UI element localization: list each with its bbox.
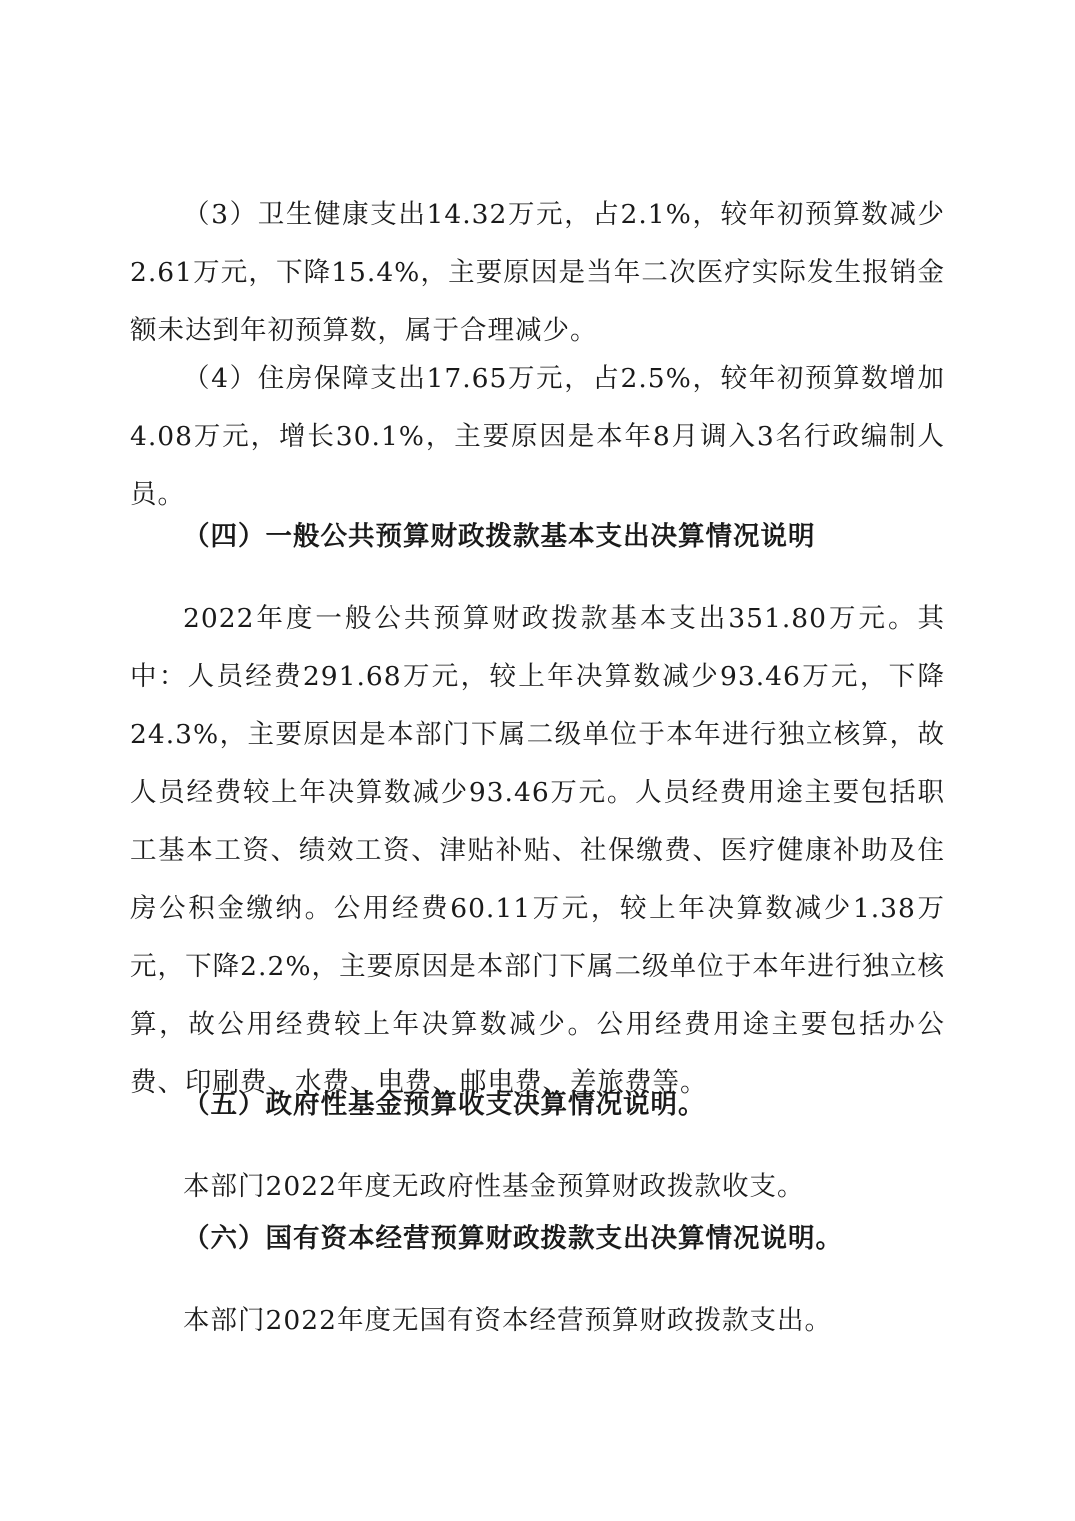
heading-government-fund: （五）政府性基金预算收支决算情况说明。	[183, 1089, 706, 1120]
paragraph-housing-expenditure: （4）住房保障支出17.65万元，占2.5%，较年初预算数增加4.08万元，增长30.1%，主要原因是本年8月调入3名行政编制人员。	[130, 363, 945, 510]
heading-state-capital: （六）国有资本经营预算财政拨款支出决算情况说明。	[183, 1223, 843, 1254]
paragraph-government-fund: 本部门2022年度无政府性基金预算财政拨款收支。	[183, 1171, 805, 1202]
heading-basic-expenditure: （四）一般公共预算财政拨款基本支出决算情况说明	[183, 521, 816, 552]
paragraph-basic-expenditure: 2022年度一般公共预算财政拨款基本支出351.80万元。其中：人员经费291.68万元，较上年决算数减少93.46万元，下降24.3%，主要原因是本部门下属二级单位于本年进行独立核算，故人员经费较上年决算数减少93.46万元。人员经费用途主要包括职工基本工资、绩效工资、津贴补贴、社保缴费、医疗健康补助及住房公积金缴纳。公用经费60.11万元，较上年决算数减少1.38万元，下降2.2%，主要原因是本部门下属二级单位于本年进行独立核算，故公用经费较上年决算数减少。公用经费用途主要包括办公费、印刷费、水费、电费、邮电费、差旅费等。	[130, 603, 945, 1098]
paragraph-state-capital: 本部门2022年度无国有资本经营预算财政拨款支出。	[183, 1305, 832, 1336]
paragraph-health-expenditure: （3）卫生健康支出14.32万元，占2.1%，较年初预算数减少2.61万元，下降15.4%，主要原因是当年二次医疗实际发生报销金额未达到年初预算数，属于合理减少。	[130, 199, 945, 346]
